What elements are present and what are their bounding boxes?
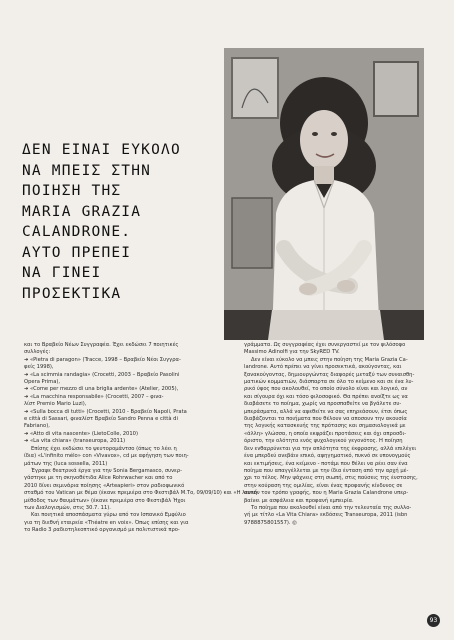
- text-line: μέθοδος των θαυμάτων» (έκανε πρεμιέρα στο Φεστιβάλ Ήχοι: [24, 497, 186, 504]
- list-item: ➜ «Sulla bocca di tutti» (Crocetti, 2010 - Βραβείο Napoli, Prata: [24, 408, 187, 415]
- headline-line: ΠΡΟΣΕΚΤΙΚΑ: [22, 285, 122, 302]
- text-line: Fabriano),: [24, 423, 50, 430]
- text-line: βαίνει με ασφάλεια και προφανή εμπειρία.: [244, 497, 354, 504]
- portrait-illustration: [224, 48, 424, 340]
- text-line: 9788875801557). ◎: [244, 519, 297, 526]
- text-line: μάτων της (luca sossella, 2011): [24, 460, 108, 467]
- headline-line: ΔΕΝ ΕΙΝΑΙ ΕΥΚΟΛΟ: [22, 142, 181, 158]
- portrait-photo: [224, 48, 424, 340]
- text-line: ίδια) «L'infinito mélo» con «Vivavox», cd με αφήγηση των ποιη-: [24, 453, 189, 460]
- text-line: Έγραψε θεατρικά έργα για την Sonia Bergamasco, συνερ-: [31, 467, 183, 474]
- list-item: ➜ «Atto di vita nascente» (LietoColle, 2010): [24, 430, 138, 437]
- list-item: ➜ «Pietra di paragon» (Tracce, 1998 – Βραβείο Νέοι Συγγρα-: [24, 356, 181, 363]
- text-line: το Radio 3 ραδιοτηλεοπτικό οργανισμό με πολιτιστικά προ-: [24, 527, 180, 534]
- text-line: ένα μπερδεύ ανεβάιν επικό, αφηγηματικό, πυκνό σε υπονογμούς: [244, 453, 411, 460]
- text-line: ξανακούγοντας, δημιουργώντας διαφορές μεταξύ των συναισθη-: [244, 371, 415, 378]
- text-line: Επίσης έχει εκδώσει το ψευτορομάντσο (όπως το λέει η: [31, 445, 177, 452]
- text-line: στην κούραση της ομιλίας, είναι ένας προφανής κίνδυνος σε: [244, 482, 403, 489]
- text-line: «άλλη» γλώσσα, η οποία εκφράζει προτάσεις και όχι απροσδι-: [244, 430, 407, 437]
- text-line: δεν ενθαρρύνεται για την απλότητα της έκφρασης, αλλά επιλέγει: [244, 445, 417, 452]
- list-item: ➜ «La macchina responsabile» (Crocetti, 2007 – φινα-: [24, 393, 164, 400]
- text-line: ματικών κομματιών, διάσπαρτα σε όλο το κείμενο και σε ένα λυ-: [244, 379, 414, 386]
- right-text-column: [244, 342, 430, 527]
- text-line: και το Βραβείο Νέων Συγγραφέα. Έχει εκδώσει 7 ποιητικές: [24, 342, 179, 348]
- text-line: landrone. Αυτό πρέπει να γίνει προσεκτικά, ακούγοντας, και: [244, 364, 402, 371]
- text-line: σταθμό του Vatican με θέμα (έκανε πρεμιέρα στο Φεστιβάλ Μ.Το, 09/09/10) και «Η λευκή: [24, 490, 258, 497]
- text-line: γή με τίτλο «La Vita Chiara» εκδόσεις Transeuropa, 2011 (isbn: [244, 512, 408, 519]
- text-line: των Διαλογισμών, στις 30.7. 11).: [24, 504, 111, 511]
- left-text-column: [24, 342, 258, 535]
- text-line: ποίημα που απαγγέλλεται με την ίδια ένταση από την αρχή μέ-: [244, 467, 409, 474]
- text-line: Δεν είναι εύκολο να μπεις στην ποίηση της Maria Grazia Ca-: [251, 356, 408, 363]
- headline-line: MARIA GRAZIA: [22, 203, 142, 220]
- text-line: συλλογές:: [24, 349, 51, 356]
- text-line: και σίγουρα όχι και τόσο φιλοσοφικό. Θα πρέπει ανοίξτε ως να: [244, 393, 408, 400]
- page-number-badge: 93: [427, 614, 440, 627]
- text-line: χρι το τέλος. Μην ψάχνεις στη σιωπή, στις παύσεις της ένστασης,: [244, 475, 418, 482]
- text-line: Και ποιητικά αποσπάσματα γύρω από τον Ισπανικό Εμφύλιο: [31, 512, 186, 519]
- text-line: Το ποίημα που ακολουθεί είναι από την τελευταία της συλλο-: [251, 504, 412, 511]
- list-item: ➜ «La vita chiara» (transeuropa, 2011): [24, 438, 126, 445]
- text-line: για τη διεθνή εταιρεία «Théatre en voix». Όπως επίσης και για: [24, 519, 189, 526]
- pull-quote-headline: [22, 140, 222, 304]
- headline-line: ΝΑ ΜΠΕΙΣ ΣΤΗΝ: [22, 162, 152, 179]
- headline-line: CALANDRONE.: [22, 224, 132, 240]
- text-line: μπεράσματα, αλλά να αφεθείτε να σας επηρεάσουν, έτσι όπως: [244, 408, 408, 415]
- text-line: λίστ Premio Mario Luzi),: [24, 401, 87, 408]
- text-line: αυτόν τον τρόπο γραφής, που η Maria Grazia Calandrone υπερ-: [244, 490, 409, 497]
- headline-line: ΝΑ ΓΙΝΕΙ: [22, 265, 102, 281]
- text-line: της λογικής κατασκευής της πρότασης και σημασιολογικά με: [244, 423, 406, 430]
- text-line: ρικό ύφος που ακολουθεί, το οποίο σύνολο είναι και λογικό, αν: [244, 386, 408, 393]
- text-line: γάστηκε με τη σκηνοθέτιδα Alice Rohrwacher και από το: [24, 475, 173, 482]
- text-line: γράμματα. Ως συγγραφέας έχει συνεργαστεί με τον φιλόσοφο: [244, 342, 406, 348]
- text-line: Opera Prima),: [24, 379, 61, 386]
- text-line: και εκτιμήσεις, ένα κείμενο - ποτάμι που θέλει να ρέει σαν ένα: [244, 460, 408, 467]
- text-line: e città di Sassari, φιναλίστ Βραβείο Sandro Penna e città di: [24, 416, 178, 423]
- text-line: 2010 δίνει σεμινάρια ποίησης «Arteapieri» στον ραδιοφωνικό: [24, 482, 185, 489]
- text-line: φείς 1998),: [24, 364, 54, 371]
- text-line: όριστο, την ολότητα ενός ψυχολογικού γεγονότος. Η ποίηση: [244, 438, 403, 445]
- text-line: διαβάζονται τα ποιήματα που θέλουν να αποσουν την ακουσία: [244, 416, 407, 423]
- text-line: διαβάσετε το ποίημα, χωρίς να προσπαθείτε να βγάλετε συ-: [244, 401, 402, 408]
- list-item: ➜ «La scimmia randagia» (Crocetti, 2003 – Βραβείο Pasolini: [24, 371, 180, 378]
- text-line: Massimo Adinolfi για την SkyRED TV.: [244, 349, 340, 356]
- headline-line: ΑΥΤΟ ΠΡΕΠΕΙ: [22, 244, 132, 261]
- list-item: ➜ «Come per mezzo di una briglia ardente» (Atelier, 2005),: [24, 386, 179, 393]
- headline-line: ΠΟΙΗΣΗ ΤΗΣ: [22, 183, 122, 199]
